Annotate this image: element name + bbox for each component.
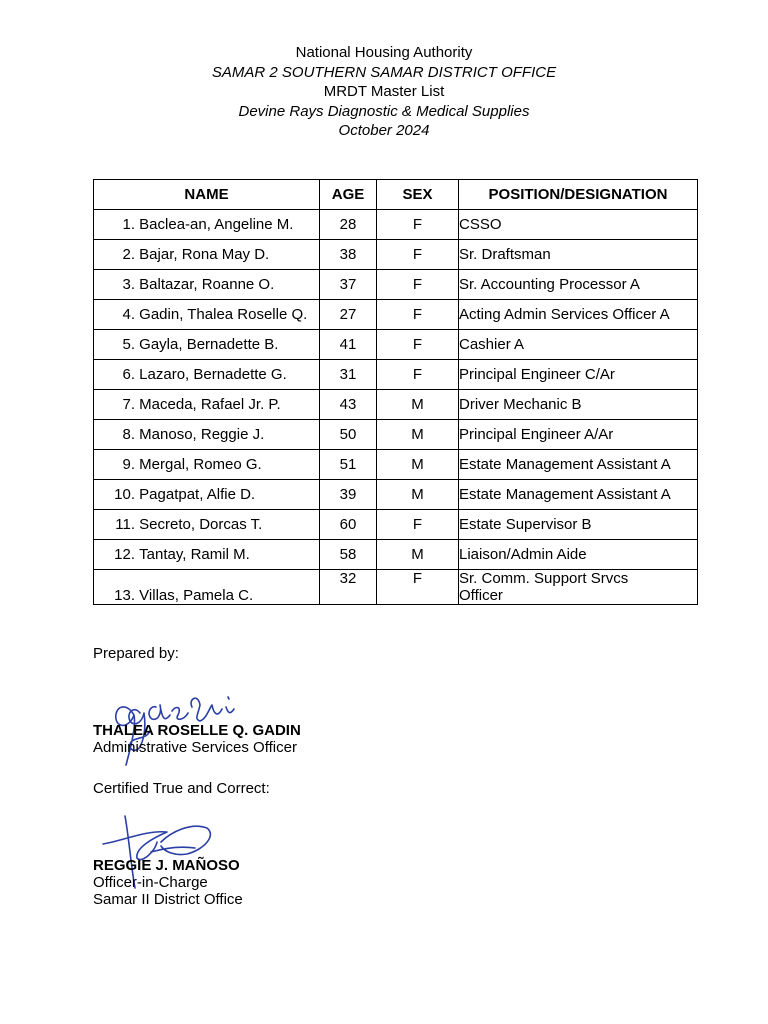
cell-position: Driver Mechanic B bbox=[459, 390, 698, 420]
cell-name bbox=[94, 210, 320, 240]
employee-name: Secreto, Dorcas T. bbox=[139, 516, 263, 533]
cell-name bbox=[94, 450, 320, 480]
cell-position: Liaison/Admin Aide bbox=[459, 540, 698, 570]
cell-age: 28 bbox=[320, 210, 377, 240]
table-row bbox=[94, 420, 698, 450]
employee-name: Maceda, Rafael Jr. P. bbox=[139, 396, 281, 413]
row-number: 4. bbox=[122, 306, 135, 323]
row-number: 1. bbox=[122, 216, 135, 233]
cell-age: 41 bbox=[320, 330, 377, 360]
cell-name bbox=[94, 510, 320, 540]
table-row bbox=[94, 300, 698, 330]
cell-position: Sr. Draftsman bbox=[459, 240, 698, 270]
cell-age: 58 bbox=[320, 540, 377, 570]
cell-age: 51 bbox=[320, 450, 377, 480]
cell-sex: F bbox=[377, 330, 459, 360]
cell-name bbox=[94, 330, 320, 360]
employee-name: Lazaro, Bernadette G. bbox=[139, 366, 287, 383]
company-name: Devine Rays Diagnostic & Medical Supplies bbox=[238, 102, 530, 120]
employee-name: Tantay, Ramil M. bbox=[139, 546, 250, 563]
table-row bbox=[94, 360, 698, 390]
cell-age: 60 bbox=[320, 510, 377, 540]
cell-name bbox=[94, 420, 320, 450]
row-number: 13. bbox=[114, 587, 135, 604]
cell-sex: F bbox=[377, 270, 459, 300]
list-title: MRDT Master List bbox=[323, 83, 445, 100]
agency-name: National Housing Authority bbox=[295, 44, 473, 61]
table-row bbox=[94, 270, 698, 300]
cell-position: Estate Management Assistant A bbox=[459, 480, 698, 510]
cell-age: 43 bbox=[320, 390, 377, 420]
certified-label: Certified True and Correct: bbox=[93, 780, 270, 797]
cell-sex: M bbox=[377, 540, 459, 570]
cell-sex: F bbox=[377, 570, 459, 605]
column-header-name: NAME bbox=[94, 180, 320, 210]
employee-name: Pagatpat, Alfie D. bbox=[139, 486, 256, 503]
cell-position: CSSO bbox=[459, 210, 698, 240]
cell-name bbox=[94, 300, 320, 330]
cell-sex: F bbox=[377, 210, 459, 240]
row-number: 9. bbox=[122, 456, 135, 473]
column-header-sex: SEX bbox=[377, 180, 459, 210]
preparer-title: Administrative Services Officer bbox=[93, 739, 297, 756]
cell-sex: M bbox=[377, 480, 459, 510]
row-number: 3. bbox=[122, 276, 135, 293]
employee-name: Baclea-an, Angeline M. bbox=[139, 216, 294, 233]
cell-position: Cashier A bbox=[459, 330, 698, 360]
employee-name: Gayla, Bernadette B. bbox=[139, 336, 279, 353]
table-row bbox=[94, 240, 698, 270]
cell-name bbox=[94, 240, 320, 270]
cell-age: 50 bbox=[320, 420, 377, 450]
cell-age: 39 bbox=[320, 480, 377, 510]
cell-name bbox=[94, 390, 320, 420]
row-number: 7. bbox=[122, 396, 135, 413]
table-row bbox=[94, 510, 698, 540]
cell-position: Principal Engineer A/Ar bbox=[459, 420, 698, 450]
employee-name: Manoso, Reggie J. bbox=[139, 426, 265, 443]
cell-age: 31 bbox=[320, 360, 377, 390]
cell-name bbox=[94, 270, 320, 300]
employee-name: Baltazar, Roanne O. bbox=[139, 276, 275, 293]
row-number: 6. bbox=[122, 366, 135, 383]
cell-sex: F bbox=[377, 240, 459, 270]
cell-position: Estate Management Assistant A bbox=[459, 450, 698, 480]
period: October 2024 bbox=[338, 122, 430, 139]
table-row bbox=[94, 480, 698, 510]
document-header bbox=[0, 43, 768, 141]
position-line-2: Officer bbox=[459, 587, 503, 604]
row-number: 12. bbox=[114, 546, 135, 563]
cell-sex: F bbox=[377, 360, 459, 390]
table-row bbox=[94, 330, 698, 360]
column-header-age: AGE bbox=[320, 180, 377, 210]
cell-name bbox=[94, 360, 320, 390]
row-number: 10. bbox=[114, 486, 135, 503]
table-header-row bbox=[94, 180, 698, 210]
position-line-1: Sr. Comm. Support Srvcs bbox=[459, 570, 629, 587]
employee-name: Gadin, Thalea Roselle Q. bbox=[139, 306, 308, 323]
table-row bbox=[94, 450, 698, 480]
cell-age: 27 bbox=[320, 300, 377, 330]
cell-sex: M bbox=[377, 420, 459, 450]
certifier-title: Officer-in-Charge bbox=[93, 874, 208, 891]
certifier-office: Samar II District Office bbox=[93, 891, 243, 908]
cell-position bbox=[459, 570, 698, 605]
table-row bbox=[94, 210, 698, 240]
cell-sex: F bbox=[377, 300, 459, 330]
row-number: 2. bbox=[122, 246, 135, 263]
cell-position: Sr. Accounting Processor A bbox=[459, 270, 698, 300]
cell-position: Estate Supervisor B bbox=[459, 510, 698, 540]
cell-name bbox=[94, 540, 320, 570]
employee-name: Villas, Pamela C. bbox=[139, 587, 254, 604]
cell-age: 38 bbox=[320, 240, 377, 270]
cell-position: Principal Engineer C/Ar bbox=[459, 360, 698, 390]
cell-sex: M bbox=[377, 390, 459, 420]
prepared-by-block bbox=[93, 722, 301, 756]
cell-position: Acting Admin Services Officer A bbox=[459, 300, 698, 330]
cell-age: 32 bbox=[320, 570, 377, 605]
employee-name: Bajar, Rona May D. bbox=[139, 246, 270, 263]
table-row bbox=[94, 540, 698, 570]
table-row bbox=[94, 570, 698, 605]
cell-name bbox=[94, 570, 320, 605]
row-number: 11. bbox=[115, 516, 135, 533]
row-number: 8. bbox=[122, 426, 135, 443]
district-office: SAMAR 2 SOUTHERN SAMAR DISTRICT OFFICE bbox=[211, 63, 557, 81]
cell-age: 37 bbox=[320, 270, 377, 300]
cell-name bbox=[94, 480, 320, 510]
column-header-position: POSITION/DESIGNATION bbox=[459, 180, 698, 210]
cell-sex: F bbox=[377, 510, 459, 540]
cell-sex: M bbox=[377, 450, 459, 480]
employee-name: Mergal, Romeo G. bbox=[139, 456, 262, 473]
preparer-name: THALEA ROSELLE Q. GADIN bbox=[93, 722, 301, 739]
row-number: 5. bbox=[122, 336, 135, 353]
master-list-table bbox=[93, 179, 698, 605]
certifier-name: REGGIE J. MAÑOSO bbox=[93, 857, 240, 874]
certified-block bbox=[93, 857, 243, 908]
prepared-by-label: Prepared by: bbox=[93, 645, 179, 662]
table-row bbox=[94, 390, 698, 420]
